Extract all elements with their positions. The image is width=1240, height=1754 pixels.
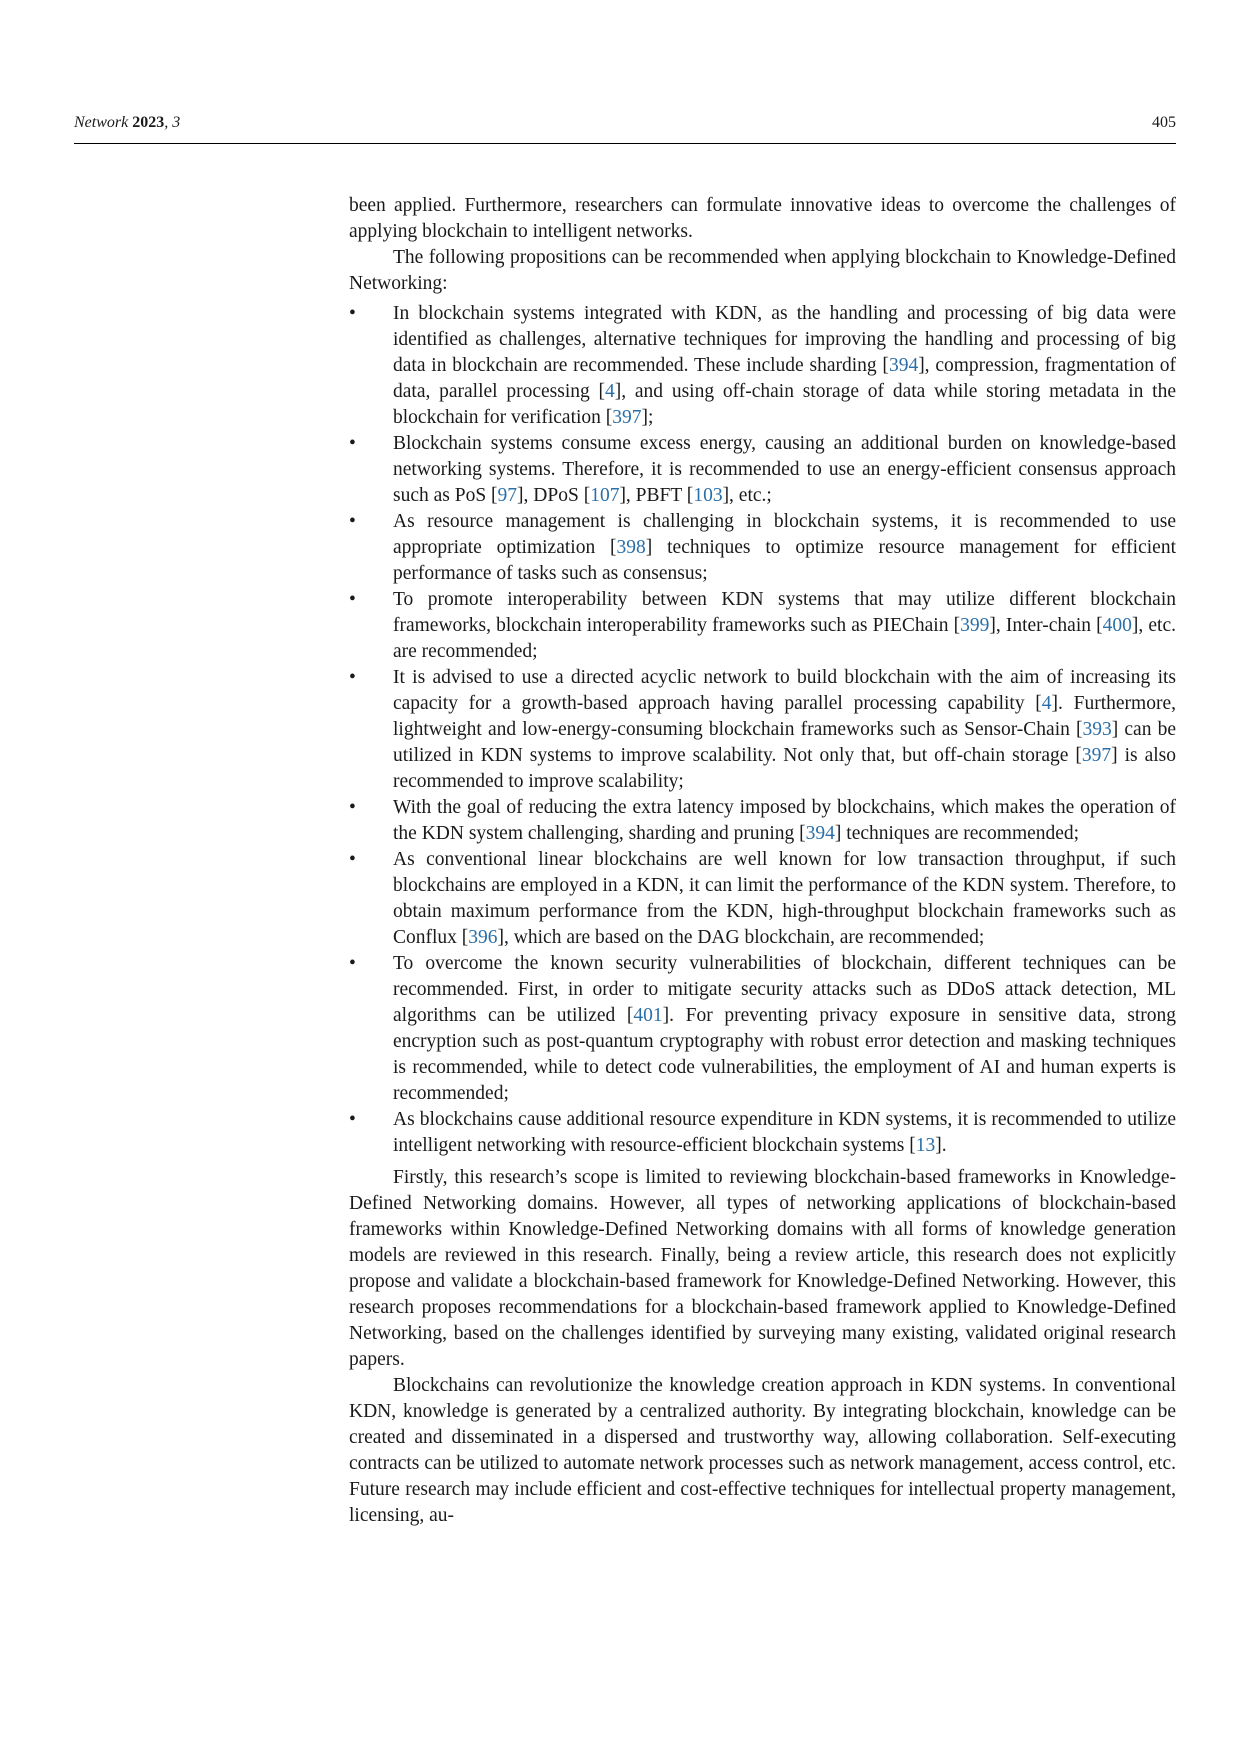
list-item: • As resource management is challenging in blockchain systems, it is recommended to use appropriate optimization [398] techniques to optimize resource management for efficient performance of tasks such as consensus;	[349, 511, 1176, 584]
page-number: 405	[1152, 114, 1176, 131]
list-item: • Blockchain systems consume excess energy, causing an additional burden on knowledge-based networking systems. Therefore, it is recommended to use an energy-efficient consensus approach such as PoS [97], DPoS [107], PBFT [103], etc.;	[349, 433, 1176, 506]
citation-link[interactable]: 103	[693, 485, 723, 506]
citation-link[interactable]: 394	[888, 355, 919, 376]
citation-link[interactable]: 401	[633, 1005, 663, 1026]
citation-link[interactable]: 396	[468, 927, 498, 948]
citation-link[interactable]: 397	[612, 407, 642, 428]
citation-link[interactable]: 398	[616, 537, 646, 558]
journal-year: 2023	[132, 114, 165, 131]
main-text	[349, 193, 1176, 1529]
running-header	[74, 108, 1176, 138]
list-item: • To overcome the known security vulnerabilities of blockchain, different techniques can be recommended. First, in order to mitigate security attacks such as DDoS attack detection, ML algorithms can be utilized [401]. For preventing privacy exposure in sensitive data, strong encryption such as post-quantum cryptography with robust error detection and masking techniques is recommended, while to detect code vulnerabilities, the employment of AI and human experts is recommended;	[349, 953, 1176, 1104]
list-item: • As conventional linear blockchains are well known for low transaction throughput, if such blockchains are employed in a KDN, it can limit the performance of the KDN system. Therefore, to obtain maximum performance from the KDN, high-throughput blockchain frameworks such as Conflux [396], which are based on the DAG blockchain, are recommended;	[349, 849, 1176, 948]
journal-name: Network	[74, 114, 129, 131]
bullet-icon: •	[349, 667, 356, 688]
journal-citation: Network 2023, 3	[74, 114, 181, 131]
citation-link[interactable]: 4	[605, 381, 615, 402]
bullet-icon: •	[349, 797, 356, 818]
bullet-icon: •	[349, 511, 356, 532]
citation-link[interactable]: 397	[1081, 745, 1112, 766]
citation-link[interactable]: 394	[805, 823, 835, 844]
list-item: • In blockchain systems integrated with KDN, as the handling and processing of big data were identified as challenges, alternative techniques for improving the handling and processing of big data in blockchain are recommended. These include sharding [394], compression, fragmentation of data, parallel processing [4], and using off-chain storage of data while storing metadata in the blockchain for verification [397];	[349, 303, 1176, 428]
citation-link[interactable]: 107	[590, 485, 620, 506]
list-item: • To promote interoperability between KDN systems that may utilize different blockchain frameworks, blockchain interoperability frameworks such as PIEChain [399], Inter-chain [400], etc. are recommended;	[349, 589, 1176, 662]
citation-link[interactable]: 399	[960, 615, 990, 636]
paragraph: Blockchains can revolutionize the knowledge creation approach in KDN systems. In conventional KDN, knowledge is generated by a centralized authority. By integrating blockchain, knowledge can be created and disseminated in a dispersed and trustworthy way, allowing collaboration. Self-executing contracts can be utilized to automate network processes such as network management, access control, etc. Future research may include efficient and cost-effective techniques for intellectual property management, licensing, au-	[349, 1375, 1176, 1526]
list-item: • With the goal of reducing the extra latency imposed by blockchains, which makes the operation of the KDN system challenging, sharding and pruning [394] techniques are recommended;	[349, 797, 1176, 844]
paragraph: Firstly, this research’s scope is limited to reviewing blockchain-based frameworks in Knowledge-Defined Networking domains. However, all types of networking applications of blockchain-based frameworks within Knowledge-Defined Networking domains with all forms of knowledge generation models are reviewed in this research. Finally, being a review article, this research does not explicitly propose and validate a blockchain-based framework for Knowledge-Defined Networking. However, this research proposes recommendations for a blockchain-based framework applied to Knowledge-Defined Networking, based on the challenges identified by surveying many existing, validated original research papers.	[349, 1167, 1176, 1370]
bullet-icon: •	[349, 849, 356, 870]
citation-link[interactable]: 393	[1082, 719, 1112, 740]
recommendations-list	[349, 301, 1176, 1159]
list-item: • It is advised to use a directed acyclic network to build blockchain with the aim of increasing its capacity for a growth-based approach having parallel processing capability [4]. Furthermore, lightweight and low-energy-consuming blockchain frameworks such as Sensor-Chain [393] can be utilized in KDN systems to improve scalability. Not only that, but off-chain storage [397] is also recommended to improve scalability;	[349, 667, 1176, 792]
bullet-icon: •	[349, 589, 356, 610]
list-item: • As blockchains cause additional resource expenditure in KDN systems, it is recommended to utilize intelligent networking with resource-efficient blockchain systems [13].	[349, 1109, 1176, 1156]
citation-link[interactable]: 97	[497, 485, 518, 506]
paragraph: been applied. Furthermore, researchers can formulate innovative ideas to overcome the challenges of applying blockchain to intelligent networks.	[349, 195, 1176, 242]
citation-link[interactable]: 13	[915, 1135, 936, 1156]
citation-link[interactable]: 400	[1102, 615, 1132, 636]
bullet-icon: •	[349, 433, 356, 454]
bullet-icon: •	[349, 303, 356, 324]
bullet-icon: •	[349, 1109, 356, 1130]
journal-volume: 3	[172, 114, 181, 131]
citation-link[interactable]: 4	[1041, 693, 1052, 714]
header-rule	[74, 143, 1176, 144]
bullet-icon: •	[349, 953, 356, 974]
paragraph: The following propositions can be recommended when applying blockchain to Knowledge-Defined Networking:	[349, 247, 1176, 294]
